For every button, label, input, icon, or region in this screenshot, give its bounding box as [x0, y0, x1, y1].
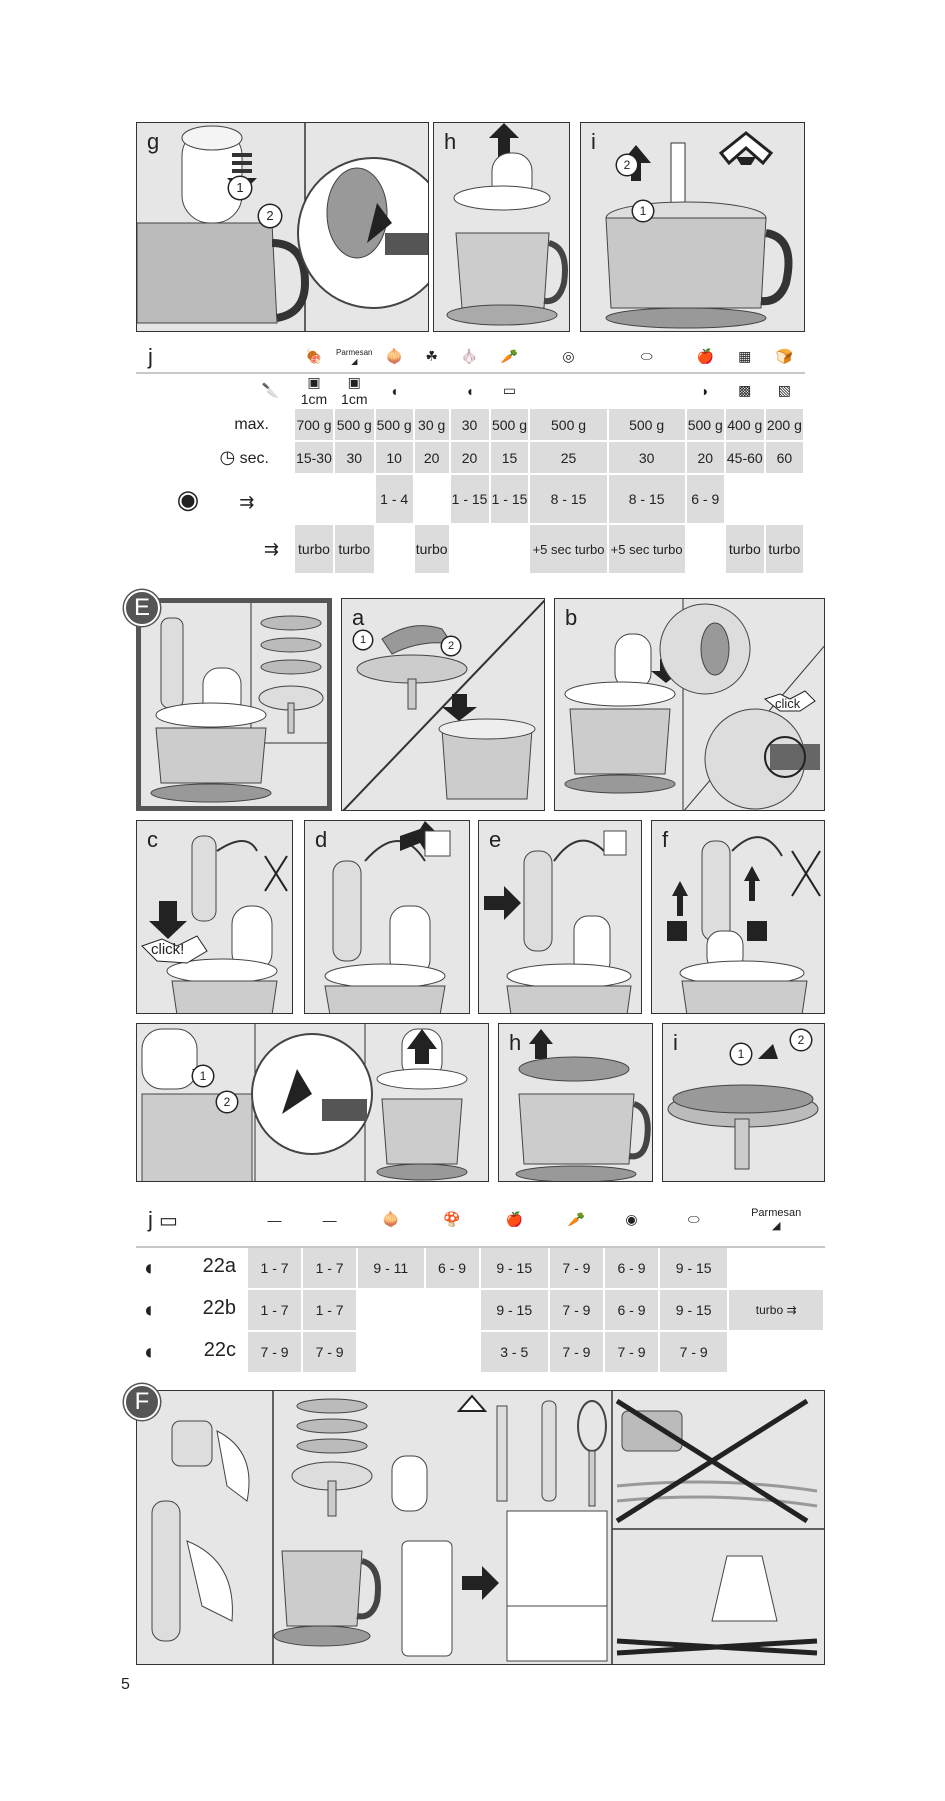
disc-setting-icon: ◐: [144, 1255, 158, 1280]
parmesan-label: Parmesan: [751, 1207, 802, 1219]
table-cell: [334, 474, 375, 524]
table-cell: 500 g: [375, 408, 414, 441]
step-2-marker: 2: [259, 205, 281, 227]
disc-row-label: [137, 1247, 247, 1289]
table-cell: 9 - 15: [480, 1247, 549, 1289]
food-cucumber-icon: ―: [302, 1192, 357, 1247]
speed-dial-row-label: [137, 474, 294, 524]
table-cell: [728, 1247, 824, 1289]
food-parmesan-icon: Parmesan ◢: [334, 340, 375, 373]
illustration-lid-unlock: [137, 1024, 489, 1182]
food-chocolate-icon: ▦: [725, 340, 765, 373]
clock-icon: ◷: [219, 447, 236, 467]
panel-e-a: [341, 598, 545, 811]
table-cell: 30: [608, 441, 686, 474]
table-cell: 200 g: [765, 408, 804, 441]
table-cell: 6 - 9: [686, 474, 725, 524]
panel-i-slicing: [662, 1023, 825, 1182]
table-cell: turbo: [294, 524, 334, 574]
table-label: j: [148, 1206, 153, 1232]
step-1-marker: 1: [193, 1066, 213, 1086]
food-carrot-icon: 🥕: [549, 1192, 604, 1247]
table-cell: [357, 1289, 424, 1331]
panel-top-i: [580, 122, 805, 332]
food-onion-icon: 🧅: [375, 340, 414, 373]
table-cell: turbo: [414, 524, 450, 574]
food-potato-icon: ⬭: [659, 1192, 728, 1247]
table-cell: 7 - 9: [549, 1331, 604, 1373]
empty-cell: [414, 373, 450, 408]
table-cell: 1 - 7: [247, 1289, 302, 1331]
panel-label: h: [509, 1030, 522, 1055]
table-cell: 45-60: [725, 441, 765, 474]
processing-table-chopper: [136, 339, 805, 575]
table-cell: 9 - 15: [659, 1289, 728, 1331]
disc-row-label: [137, 1331, 247, 1373]
row-label-sec: [137, 441, 294, 474]
table-cell: 1 - 7: [302, 1289, 357, 1331]
food-apple-icon: 🍎: [480, 1192, 549, 1247]
panel-e-b: [554, 598, 825, 811]
illustration-lid-lock: [137, 123, 429, 332]
table-cell: 30: [450, 408, 490, 441]
section-badge-f: F: [124, 1384, 160, 1420]
table-cell: 7 - 9: [247, 1331, 302, 1373]
table-cell: 500 g: [490, 408, 530, 441]
table-cell: 500 g: [334, 408, 375, 441]
disc-row-label: [137, 1289, 247, 1331]
turbo-button-icon: ⇉: [786, 1303, 797, 1317]
table-cell: 1 - 15: [450, 474, 490, 524]
table-cell: [728, 1331, 824, 1373]
table-cell: +5 sec turbo: [608, 524, 686, 574]
bread-piece-icon: ▧: [765, 373, 804, 408]
click-callout: click!: [151, 941, 185, 958]
step-2-marker: 2: [791, 1030, 811, 1050]
table-cell: 500 g: [608, 408, 686, 441]
table-cell: 500 g: [529, 408, 607, 441]
table-cell: turbo: [725, 524, 765, 574]
table-cell: turbo: [765, 524, 804, 574]
speed-dial-icon: ◉: [176, 483, 200, 514]
illustration-plug-in-feed: [305, 821, 470, 1014]
cube-icon: ▣: [347, 374, 361, 390]
table-cell: [450, 524, 490, 574]
food-apple-icon: 🍎: [686, 340, 725, 373]
panel-f: [651, 820, 825, 1014]
table-cell: 1 - 15: [490, 474, 530, 524]
row-label-sec-text: sec.: [239, 450, 269, 467]
table-cell: [425, 1289, 480, 1331]
disc-setting-label: 22a: [202, 1255, 236, 1277]
illustration-disc-assembly: [342, 599, 545, 811]
disc-setting-icon: ◐: [144, 1297, 158, 1322]
panel-f-cleaning: [136, 1390, 825, 1665]
table-cell: 8 - 15: [608, 474, 686, 524]
illustration-blade-removal: [581, 123, 805, 332]
disc-setting-icon: ◐: [144, 1339, 158, 1364]
table-cell: 15-30: [294, 441, 334, 474]
table-cell: [375, 524, 414, 574]
table-cell: 400 g: [725, 408, 765, 441]
panel-label: g: [147, 129, 160, 154]
table-cell: 9 - 11: [357, 1247, 424, 1289]
table-cell: 8 - 15: [529, 474, 607, 524]
illustration-attach-motor: [137, 821, 293, 1014]
table-cell: turbo: [334, 524, 375, 574]
turbo-button-icon: ⇉: [263, 538, 279, 559]
cut-size-cell: [334, 373, 375, 408]
panel-label: h: [444, 129, 457, 154]
food-radish-icon: ◉: [604, 1192, 659, 1247]
table-cell: 30: [334, 441, 375, 474]
turbo-row-label: [137, 524, 294, 574]
pulse-button-icon: ⇉: [239, 491, 255, 512]
step-2-marker: 2: [617, 155, 637, 175]
panel-label: i: [591, 129, 596, 154]
table-cell: [425, 1331, 480, 1373]
click-callout: click: [775, 696, 801, 711]
panel-label: e: [489, 827, 502, 852]
turbo-label: turbo: [755, 1303, 784, 1317]
food-mushroom-icon: 🍄: [425, 1192, 480, 1247]
cut-size-cell: [294, 373, 334, 408]
illustration-remove-disc: [499, 1024, 653, 1182]
table-cell: 20: [414, 441, 450, 474]
food-meat-icon: 🍖: [294, 340, 334, 373]
food-parmesan-icon: Parmesan ◢: [728, 1192, 824, 1247]
food-almond-icon: ⬭: [608, 340, 686, 373]
table-cell: [294, 474, 334, 524]
food-bread-icon: 🍞: [765, 340, 804, 373]
chocolate-piece-icon: ▩: [725, 373, 765, 408]
panel-label: a: [352, 605, 365, 630]
table-cell: 6 - 9: [604, 1289, 659, 1331]
table-cell: [414, 474, 450, 524]
table-cell: [490, 524, 530, 574]
table-cell: [765, 474, 804, 524]
illustration-processor-with-discs: [141, 603, 327, 806]
table-cell: [357, 1331, 424, 1373]
cube-icon: ▣: [307, 374, 321, 390]
table-cell: 700 g: [294, 408, 334, 441]
panel-label: c: [147, 827, 158, 852]
step-1-marker: 1: [354, 631, 372, 649]
step-1-marker: 1: [229, 177, 251, 199]
illustration-press-button: [479, 821, 642, 1014]
table-cell: 10: [375, 441, 414, 474]
food-walnut-icon: ◎: [529, 340, 607, 373]
panel-d: [304, 820, 470, 1014]
row-label-max: max.: [137, 408, 294, 441]
table-cell: [686, 524, 725, 574]
disc-inserts-icon: ▭: [159, 1209, 178, 1232]
table-cell: 9 - 15: [480, 1289, 549, 1331]
apple-piece-icon: ◗: [686, 373, 725, 408]
empty-cell: [608, 373, 686, 408]
table-label: j: [137, 340, 294, 373]
disc-setting-label: 22c: [203, 1339, 236, 1361]
table-cell: 7 - 9: [659, 1331, 728, 1373]
table-cell: 15: [490, 441, 530, 474]
step-2-marker: 2: [442, 637, 460, 655]
table-cell: 1 - 4: [375, 474, 414, 524]
step-2-marker: 2: [217, 1092, 237, 1112]
table-cell: 6 - 9: [604, 1247, 659, 1289]
table-cell: 20: [450, 441, 490, 474]
table-cell: 7 - 9: [549, 1247, 604, 1289]
table-cell: +5 sec turbo: [529, 524, 607, 574]
table-cell: [725, 474, 765, 524]
step-1-marker: 1: [633, 201, 653, 221]
table-cell: 20: [686, 441, 725, 474]
table-cell: 7 - 9: [604, 1331, 659, 1373]
panel-h-slicing: [498, 1023, 653, 1182]
disc-setting-label: 22b: [202, 1297, 236, 1319]
table-label-cell: [137, 1192, 247, 1247]
section-badge-e: E: [124, 590, 160, 626]
turbo-cell: [728, 1289, 824, 1331]
panel-label: i: [673, 1030, 678, 1055]
panel-e-overview: [136, 598, 332, 811]
food-carrot-icon: 🥕: [490, 340, 530, 373]
illustration-lid-removal: [434, 123, 570, 332]
panel-top-g: [136, 122, 429, 332]
carrot-piece-icon: ▭: [490, 373, 530, 408]
garlic-piece-icon: ◖: [450, 373, 490, 408]
cut-size-value: 1cm: [300, 391, 328, 407]
food-garlic-icon: 🧄: [450, 340, 490, 373]
processing-table-slicing: [136, 1191, 825, 1374]
table-cell: 7 - 9: [549, 1289, 604, 1331]
empty-cell: [529, 373, 607, 408]
step-1-marker: 1: [731, 1044, 751, 1064]
illustration-unplug-detach: [652, 821, 825, 1014]
table-cell: 7 - 9: [302, 1331, 357, 1373]
parmesan-label: Parmesan: [336, 347, 373, 357]
panel-label: b: [565, 605, 578, 630]
table-cell: 60: [765, 441, 804, 474]
table-cell: 25: [529, 441, 607, 474]
page-number: 5: [121, 1676, 130, 1693]
table-cell: 3 - 5: [480, 1331, 549, 1373]
food-zucchini-icon: ―: [247, 1192, 302, 1247]
onion-piece-icon: ◖: [375, 373, 414, 408]
table-cell: 1 - 7: [247, 1247, 302, 1289]
cut-size-value: 1cm: [341, 391, 368, 407]
panel-e: [478, 820, 642, 1014]
knife-icon: 🔪: [137, 373, 294, 408]
food-herbs-icon: ☘: [414, 340, 450, 373]
food-onion-icon: 🧅: [357, 1192, 424, 1247]
table-cell: 1 - 7: [302, 1247, 357, 1289]
panel-label: f: [662, 827, 669, 852]
table-cell: 30 g: [414, 408, 450, 441]
illustration-cleaning-parts: [137, 1391, 825, 1665]
panel-label: d: [315, 827, 328, 852]
panel-top-h: [433, 122, 570, 332]
table-cell: 6 - 9: [425, 1247, 480, 1289]
panel-g-slicing: [136, 1023, 489, 1182]
table-cell: 9 - 15: [659, 1247, 728, 1289]
panel-c: [136, 820, 293, 1014]
table-cell: 500 g: [686, 408, 725, 441]
